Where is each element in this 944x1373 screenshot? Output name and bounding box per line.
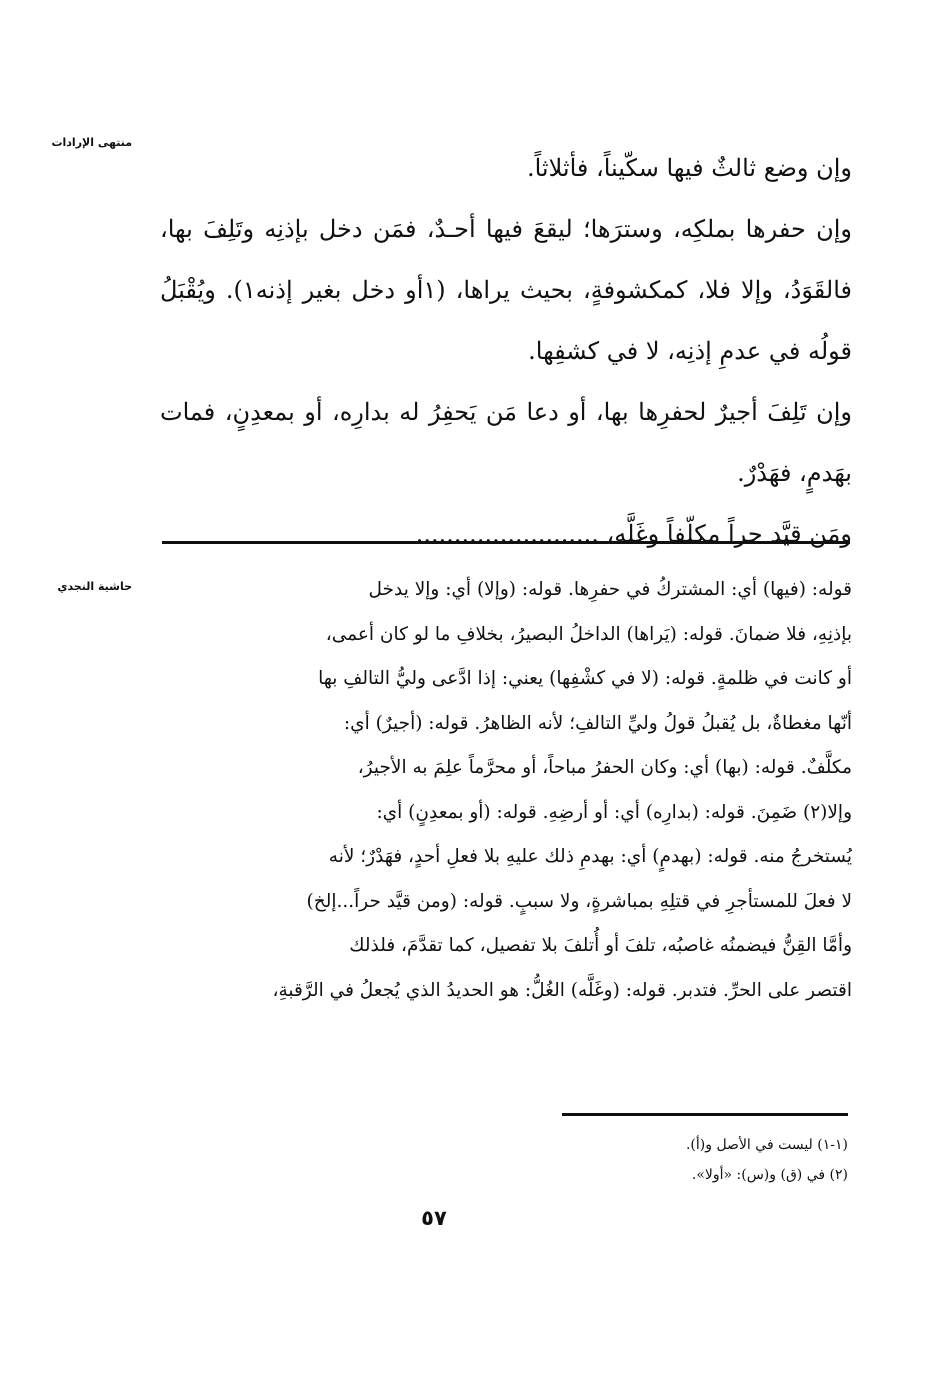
main-paragraph: وإن حفرها بملكِه، وسترَها؛ ليقعَ فيها أحـدٌ، فمَن دخل بإذنِه وتَلِفَ بها، فالقَوَدُ، وإلا فلا، كمكشوفةٍ، بحيث يراها، (١أو دخل بغير إذنه١). ويُقْبَلُ قولُه في عدمِ إذنِه، لا في كشفِها. bbox=[160, 215, 852, 365]
main-paragraph: وإن وضع ثالثٌ فيها سكّيناً، فأثلاثاً. bbox=[526, 154, 852, 182]
commentary-line: أنّها مغطاةٌ، بل يُقبلُ قولُ وليِّ التالفِ؛ لأنه الظاهرُ. قوله: (أجيرٌ) أي: bbox=[343, 712, 852, 734]
commentary-text bbox=[160, 568, 852, 1013]
main-paragraph: وإن تَلِفَ أجيرٌ لحفرِها بها، أو دعا مَن يَحفِرُ له بدارِه، أو بمعدِنٍ، فمات بهَدمٍ، فهَدْرٌ. bbox=[160, 398, 852, 487]
commentary-line: لا فعلَ للمستأجرِ في قتلِهِ بمباشرةٍ، ولا سببٍ. قوله: (ومن قيَّد حراً...إلخ) bbox=[306, 890, 852, 912]
book-title-label: منتهى الإرادات bbox=[51, 136, 132, 149]
footnotes bbox=[500, 1130, 848, 1190]
commentary-title-label: حاشية النجدي bbox=[57, 580, 132, 593]
commentary-line: قوله: (فيها) أي: المشتركُ في حفرِها. قوله: (وإلا) أي: وإلا يدخل bbox=[368, 579, 852, 600]
commentary-line: أو كانت في ظلمةٍ. قوله: (لا في كشْفِها) يعني: إذا ادَّعى وليُّ التالفِ بها bbox=[318, 668, 852, 689]
commentary-line: بإذنِهِ، فلا ضمانَ. قوله: (يَراها) الداخلُ البصيرُ، بخلافِ ما لو كان أعمى، bbox=[325, 623, 852, 645]
commentary-line: مكلَّفٌ. قوله: (بها) أي: وكان الحفرُ مباحاً، أو محرَّماً علِمَ به الأجيرُ، bbox=[357, 757, 852, 778]
main-text bbox=[160, 138, 852, 565]
commentary-line: اقتصر على الحرِّ. فتدبر. قوله: (وغَلَّه) الغُلُّ: هو الحديدُ الذي يُجعلُ في الرَّقبةِ، bbox=[272, 979, 852, 1001]
commentary-line: وأمَّا القِنُّ فيضمنُه غاصبُه، تلفَ أو أُتلفَ بلا تفصيل، كما تقدَّمَ، فلذلك bbox=[349, 935, 852, 956]
commentary-line: يُستخرجُ منه. قوله: (بهدمٍ) أي: بهدمِ ذلك عليهِ بلا فعلِ أحدٍ، فهَدْرٌ؛ لأنه bbox=[328, 846, 852, 867]
page-number: ٥٧ bbox=[421, 1206, 447, 1230]
main-paragraph: ومَن قيَّد حراً مكلّفاً وغَلَّه، ........................ bbox=[415, 520, 852, 548]
footnote: (١-١) ليست في الأصل و(أ). bbox=[685, 1137, 848, 1153]
footnote: (٢) في (ق) و(س): «أولا». bbox=[691, 1167, 848, 1183]
commentary-line: وإلا(٢) ضَمِنَ. قوله: (بدارِه) أي: أو أرضِهِ. قوله: (أو بمعدِنٍ) أي: bbox=[376, 801, 852, 823]
main-text-divider bbox=[162, 541, 850, 544]
footnote-divider bbox=[562, 1113, 848, 1116]
